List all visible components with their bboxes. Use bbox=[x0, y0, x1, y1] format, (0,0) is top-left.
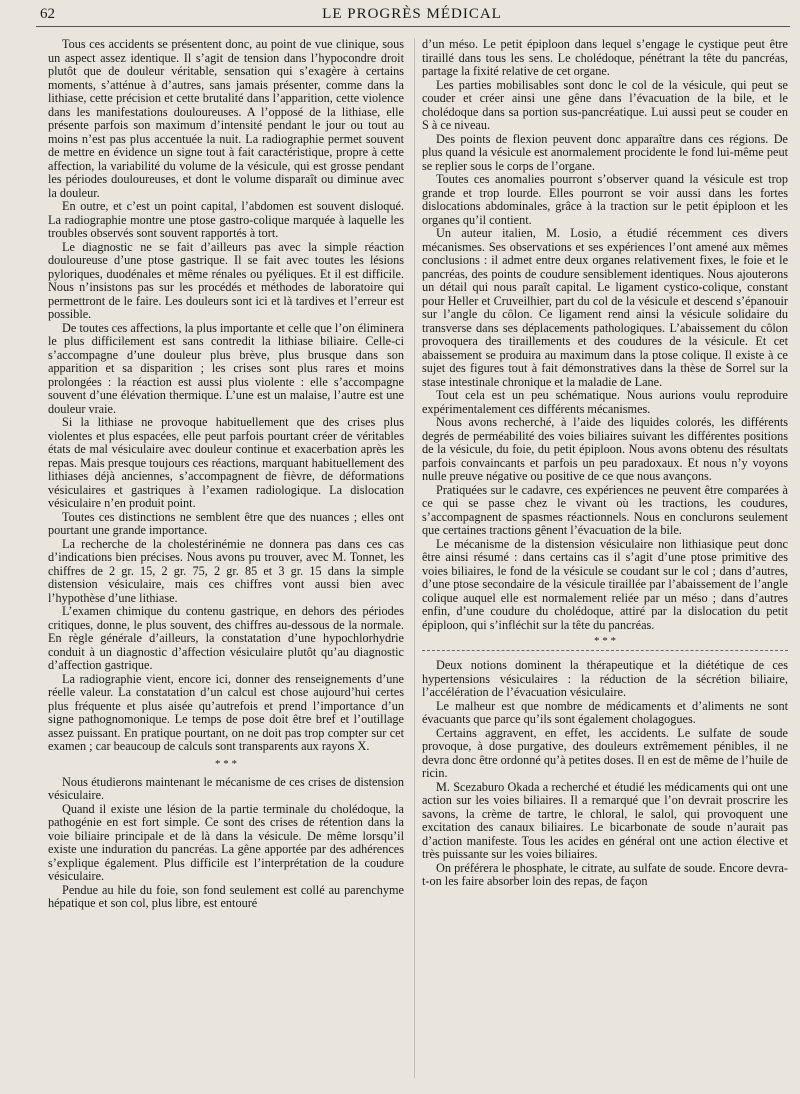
paragraph: Les parties mobilisables sont donc le col de la vésicule, qui peut se couder et créer ainsi une gêne dans l’évacuation de la bile, et le cholédoque dans sa portion sus-pancréatique. Lui aussi peut se couder en S à ce niveau. bbox=[422, 77, 788, 132]
paragraph: Pendue au hile du foie, son fond seulement est collé au parenchyme hépatique et son col, plus libre, est entouré bbox=[48, 882, 404, 910]
paragraph: La recherche de la cholestérinémie ne donnera pas dans ces cas d’indications bien précises. Nous avons pu trouver, avec M. Tonnet, les chiffres de 2 gr. 15, 2 gr. 75, 2 gr. 85 et 3 gr. 15 dans la simple distension vésiculaire, mais ces chiffres vont aussi bien avec l’hypothèse d’une lithiase. bbox=[48, 536, 404, 605]
paragraph: L’examen chimique du contenu gastrique, en dehors des périodes critiques, donne, le plus souvent, des chiffres au-dessous de la normale. En règle générale d’ailleurs, la constatation d’une hypochlorhydrie conduit à un diagnostic d’affection vésiculaire plutôt qu’au diagnostic d’affection gastrique. bbox=[48, 604, 404, 672]
paragraph: Un auteur italien, M. Losio, a étudié récemment ces divers mécanismes. Ses observations et ses expériences l’ont amené aux mêmes conclusions : il admet entre deux organes relativement fixes, le foie et le pancréas, des points de coudure sensiblement identiques. Nous ajouterons un détail qui nous paraît capital. Le ligament cystico-colique, constant pour Heller et Cruveilhier, part du col de la vésicule et descend s’épanouir sur l’angle du côlon. Ce ligament rend ainsi la vésicule solidaire du transverse dans ses déplacements pathologiques. L’abaissement du côlon provoquera des tiraillements et des coudures de la vésicule. Et cet abaissement se produira au maximum dans la ptose colique. Il existe à ce sujet des figures tout à fait démonstratives dans la thèse de Sorrel sur la stase intestinale chronique et la maladie de Lane. bbox=[422, 226, 788, 389]
journal-title: LE PROGRÈS MÉDICAL bbox=[322, 6, 502, 22]
paragraph: Quand il existe une lésion de la partie terminale du cholédoque, la pathogénie en est fort simple. Ce sont des crises de rétention dans la voie biliaire principale et de là dans la vésicule. De même lorsqu’il existe une induration du pancréas. La gêne apportée par des adhérences s’explique également. Plus difficile est l’interprétation de la coudure vésiculaire. bbox=[48, 801, 404, 883]
header-rule bbox=[36, 26, 790, 27]
page-header bbox=[40, 6, 784, 24]
paragraph: Le malheur est que nombre de médicaments et d’aliments ne sont évacuants que parce qu’ils sont également cholagogues. bbox=[422, 698, 788, 726]
paragraph: Si la lithiase ne provoque habituellement que des crises plus violentes et plus espacées, elle peut parfois pourtant créer de véritables états de mal vésiculaire avec douleur continue et exacerbation après les repas. Mais presque toujours ces réactions, marquant habituellement des lithiases déjà anciennes, s’accompagnent de fièvre, de déformations vésiculaires et gastriques à l’examen radiologique. La dislocation vésiculaire n’en produit point. bbox=[48, 415, 404, 510]
paragraph: d’un méso. Le petit épiploon dans lequel s’engage le cystique peut être tiraillé dans tous les sens. Le cholédoque, pénétrant la tête du pancréas, partage la fixité relative de cet organe. bbox=[422, 37, 788, 78]
paragraph: Des points de flexion peuvent donc apparaître dans ces régions. De plus quand la vésicule est anormalement procidente le fond lui-même peut se replier sous le corps de l’organe. bbox=[422, 131, 788, 173]
left-column bbox=[48, 38, 404, 911]
right-column bbox=[422, 38, 788, 889]
paragraph: Pratiquées sur le cadavre, ces expériences ne peuvent être comparées à ce qui se passe chez le vivant où les tractions, les coudures, s’accompagnent de spasmes réactionnels. Nous en conclurons seulement que certaines tractions gênent l’évacuation de la bile. bbox=[422, 482, 788, 537]
section-separator: * * * bbox=[215, 757, 237, 770]
paragraph: De toutes ces affections, la plus importante et celle que l’on éliminera le plus difficilement est sans contredit la lithiase biliaire. Celle-ci s’accompagne d’une douleur plus brève, plus brusque dans son apparition et sa disparition ; les crises sont plus rares et moins prolongées : la réaction est aussi plus violente : elle s’accompagne souvent d’une élévation thermique. L’une est un malaise, l’autre est une douleur vraie. bbox=[48, 320, 404, 416]
paragraph: Le mécanisme de la distension vésiculaire non lithiasique peut donc être ainsi résumé : dans certains cas il s’agit d’une ptose primitive des voies biliaires, le fond de la vésicule se coudant sur le col ; dans d’autres, d’une ptose secondaire de la vésicule tiraillée par l’abaissement de l’angle colique auquel elle est normalement reliée par un méso ; dans d’autres enfin, d’une coudure du cholédoque, attiré par la dislocation du petit épiploon, qui s’infléchit sur la tête du pancréas. bbox=[422, 536, 788, 632]
paragraph: Tout cela est un peu schématique. Nous aurions voulu reproduire expérimentalement ces différents mécanismes. bbox=[422, 388, 788, 416]
paragraph: En outre, et c’est un point capital, l’abdomen est souvent disloqué. La radiographie montre une ptose gastro-colique marquée à laquelle les troubles observés sont souvent rapportés à tort. bbox=[48, 199, 404, 240]
paragraph: M. Scezaburo Okada a recherché et étudié les médicaments qui ont une action sur les voies biliaires. Il a remarqué que l’on devrait proscrire les savons, la crème de tartre, le chloral, le salol, qui provoquent une excitation des canaux biliaires. Le bicarbonate de soude n’aurait pas d’action manifeste. Tous les acides en général ont une action élective et très puissante sur les voies biliaires. bbox=[422, 779, 788, 861]
paragraph: Toutes ces distinctions ne semblent être que des nuances ; elles ont pourtant une grande importance. bbox=[48, 509, 404, 537]
paragraph: On préférera le phosphate, le citrate, au sulfate de soude. Encore devra-t-on les faire absorber loin des repas, de façon bbox=[422, 860, 788, 888]
paragraph: Tous ces accidents se présentent donc, au point de vue clinique, sous un aspect assez identique. Il s’agit de tension dans l’hypocondre droit plutôt que de douleur véritable, sensation qui s’exagère à certains moments, s’atténue à d’autres, sans jamais présenter, comme dans la lithiase, cette précision et cette brutalité dans l’apparition, cette violence dans les manifestations douloureuses. A l’opposé de la lithiase, elle présente parfois son maximum d’intensité pendant le jour ou tout au moins n’est pas plus accentuée la nuit. La radiographie permet souvent de mettre en évidence un signe tout à fait caractéristique, propre à cette affection, la variabilité du volume de la vésicule, qui est grosse pendant les périodes douloureuses, et dont le volume disparaît ou diminue avec la douleur. bbox=[48, 37, 404, 200]
paragraph: Toutes ces anomalies pourront s’observer quand la vésicule est trop grande et trop lourde. Elles pourront se voir aussi dans les fortes dislocations abdominales, grâce à la traction sur le petit épiploon et les organes qu’il contient. bbox=[422, 172, 788, 227]
section-separator: * * * bbox=[422, 636, 788, 651]
page-number: 62 bbox=[40, 6, 55, 22]
paragraph: Le diagnostic ne se fait d’ailleurs pas avec la simple réaction douloureuse d’une ptose gastrique. Il se fait avec toutes les lésions pyloriques, duodénales et même rénales ou pyéliques. Et il est difficile. Nous n’insistons pas sur les procédés et méthodes de laboratoire qui permettront de le faire. Les douleurs sont ici et là tardives et l’erreur est possible. bbox=[48, 239, 404, 321]
paragraph: Nous étudierons maintenant le mécanisme de ces crises de distension vésiculaire. bbox=[48, 774, 404, 802]
paragraph: Nous avons recherché, à l’aide des liquides colorés, les différents degrés de perméabilité des voies biliaires suivant les différentes positions de la vésicule, du foie, du petit épiploon. Nous avons obtenu des résultats parfois convaincants et parfois un peu paradoxaux. Et nous n’y voyons nulle preuve négative ou positive de ce que nous avançons. bbox=[422, 415, 788, 483]
paragraph: Deux notions dominent la thérapeutique et la diététique de ces hypertensions vésiculaires : la réduction de la sécrétion biliaire, l’accélération de l’évacuation vésiculaire. bbox=[422, 658, 788, 699]
paragraph: La radiographie vient, encore ici, donner des renseignements d’une réelle valeur. La constatation d’un calcul est chose aujourd’hui certes plus fréquente et plus aisée qu’autrefois et prend l’importance d’un signe pathognomonique. Le temps de pose doit être bref et l’outillage assez puissant. En pratique pourtant, on ne doit pas trop compter sur cet examen ; car beaucoup de calculs sont transparents aux rayons X. bbox=[48, 671, 404, 753]
column-gutter bbox=[414, 38, 415, 1078]
paragraph: Certains aggravent, en effet, les accidents. Le sulfate de soude provoque, à dose purgative, des douleurs extrêmement pénibles, il ne devra donc être ordonné qu’à petites doses. Il en est de même de l’huile de ricin. bbox=[422, 725, 788, 780]
